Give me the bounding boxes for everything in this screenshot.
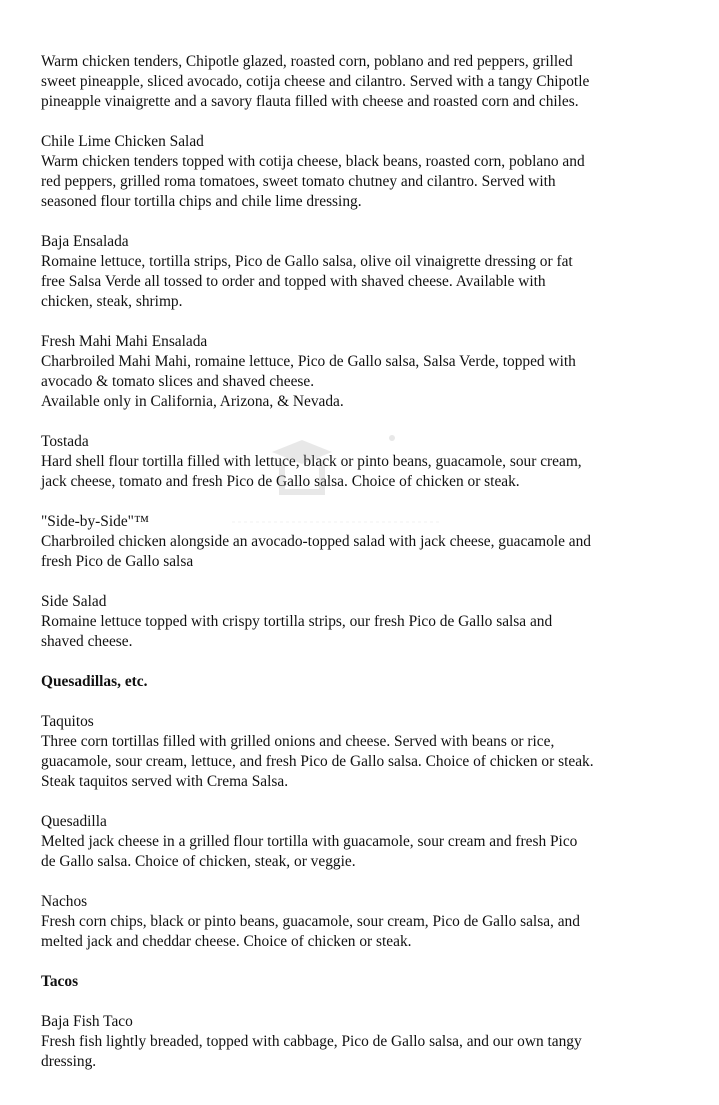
- item-description: Three corn tortillas filled with grilled onions and cheese. Served with beans or rice, guacamole, sour cream, lettuce, and fresh Pico de Gallo salsa. Choice of chicken or steak. Steak taquitos served with Crema Salsa.: [41, 733, 594, 790]
- menu-item-fresh-mahi-mahi-ensalada: [41, 332, 691, 412]
- menu-page: [41, 52, 691, 1092]
- item-name: Nachos: [41, 893, 88, 910]
- item-name: Fresh Mahi Mahi Ensalada: [41, 333, 208, 350]
- item-name: Baja Ensalada: [41, 233, 129, 250]
- menu-item-side-by-side: [41, 512, 691, 572]
- menu-item-side-salad: [41, 592, 691, 652]
- item-description: Warm chicken tenders topped with cotija cheese, black beans, roasted corn, poblano and red peppers, grilled roma tomatoes, sweet tomato chutney and cilantro. Served with seasoned flour tortilla chips and chile lime dressing.: [41, 153, 585, 210]
- item-description: Hard shell flour tortilla filled with lettuce, black or pinto beans, guacamole, sour cream, jack cheese, tomato and fresh Pico de Gallo salsa. Choice of chicken or steak.: [41, 453, 582, 490]
- item-description: Melted jack cheese in a grilled flour tortilla with guacamole, sour cream and fresh Pico de Gallo salsa. Choice of chicken, steak, or veggie.: [41, 833, 578, 870]
- section-heading-quesadillas: Quesadillas, etc.: [41, 673, 148, 690]
- item-description: Charbroiled chicken alongside an avocado-topped salad with jack cheese, guacamole and fresh Pico de Gallo salsa: [41, 533, 591, 570]
- item-name: Side Salad: [41, 593, 107, 610]
- menu-item-intro: [41, 52, 691, 112]
- menu-item-baja-fish-taco: [41, 1012, 691, 1072]
- menu-item-chile-lime-chicken-salad: [41, 132, 691, 212]
- menu-item-quesadilla: [41, 812, 691, 872]
- item-name: Quesadilla: [41, 813, 107, 830]
- item-name: Tostada: [41, 433, 89, 450]
- menu-item-tostada: [41, 432, 691, 492]
- item-description: Charbroiled Mahi Mahi, romaine lettuce, Pico de Gallo salsa, Salsa Verde, topped with avocado & tomato slices and shaved cheese.: [41, 353, 576, 390]
- item-description: Romaine lettuce topped with crispy tortilla strips, our fresh Pico de Gallo salsa and shaved cheese.: [41, 613, 553, 650]
- item-description: Fresh fish lightly breaded, topped with cabbage, Pico de Gallo salsa, and our own tangy dressing.: [41, 1033, 582, 1070]
- section-heading-tacos: Tacos: [41, 973, 79, 990]
- item-description: Warm chicken tenders, Chipotle glazed, roasted corn, poblano and red peppers, grilled sweet pineapple, sliced avocado, cotija cheese and cilantro. Served with a tangy Chipotle pineapple vinaigrette and a savory flauta filled with cheese and roasted corn and chiles.: [41, 53, 590, 110]
- item-description: Romaine lettuce, tortilla strips, Pico de Gallo salsa, olive oil vinaigrette dressing or fat free Salsa Verde all tossed to order and topped with shaved cheese. Available with chicken, steak, shrimp.: [41, 253, 573, 310]
- menu-item-baja-ensalada: [41, 232, 691, 312]
- item-description: Fresh corn chips, black or pinto beans, guacamole, sour cream, Pico de Gallo salsa, and melted jack and cheddar cheese. Choice of chicken or steak.: [41, 913, 580, 950]
- item-availability-note: Available only in California, Arizona, & Nevada.: [41, 393, 344, 410]
- item-name: Baja Fish Taco: [41, 1013, 133, 1030]
- item-name: "Side-by-Side"™: [41, 513, 150, 530]
- item-name: Taquitos: [41, 713, 94, 730]
- menu-item-nachos: [41, 892, 691, 952]
- menu-item-taquitos: [41, 712, 691, 792]
- item-name: Chile Lime Chicken Salad: [41, 133, 204, 150]
